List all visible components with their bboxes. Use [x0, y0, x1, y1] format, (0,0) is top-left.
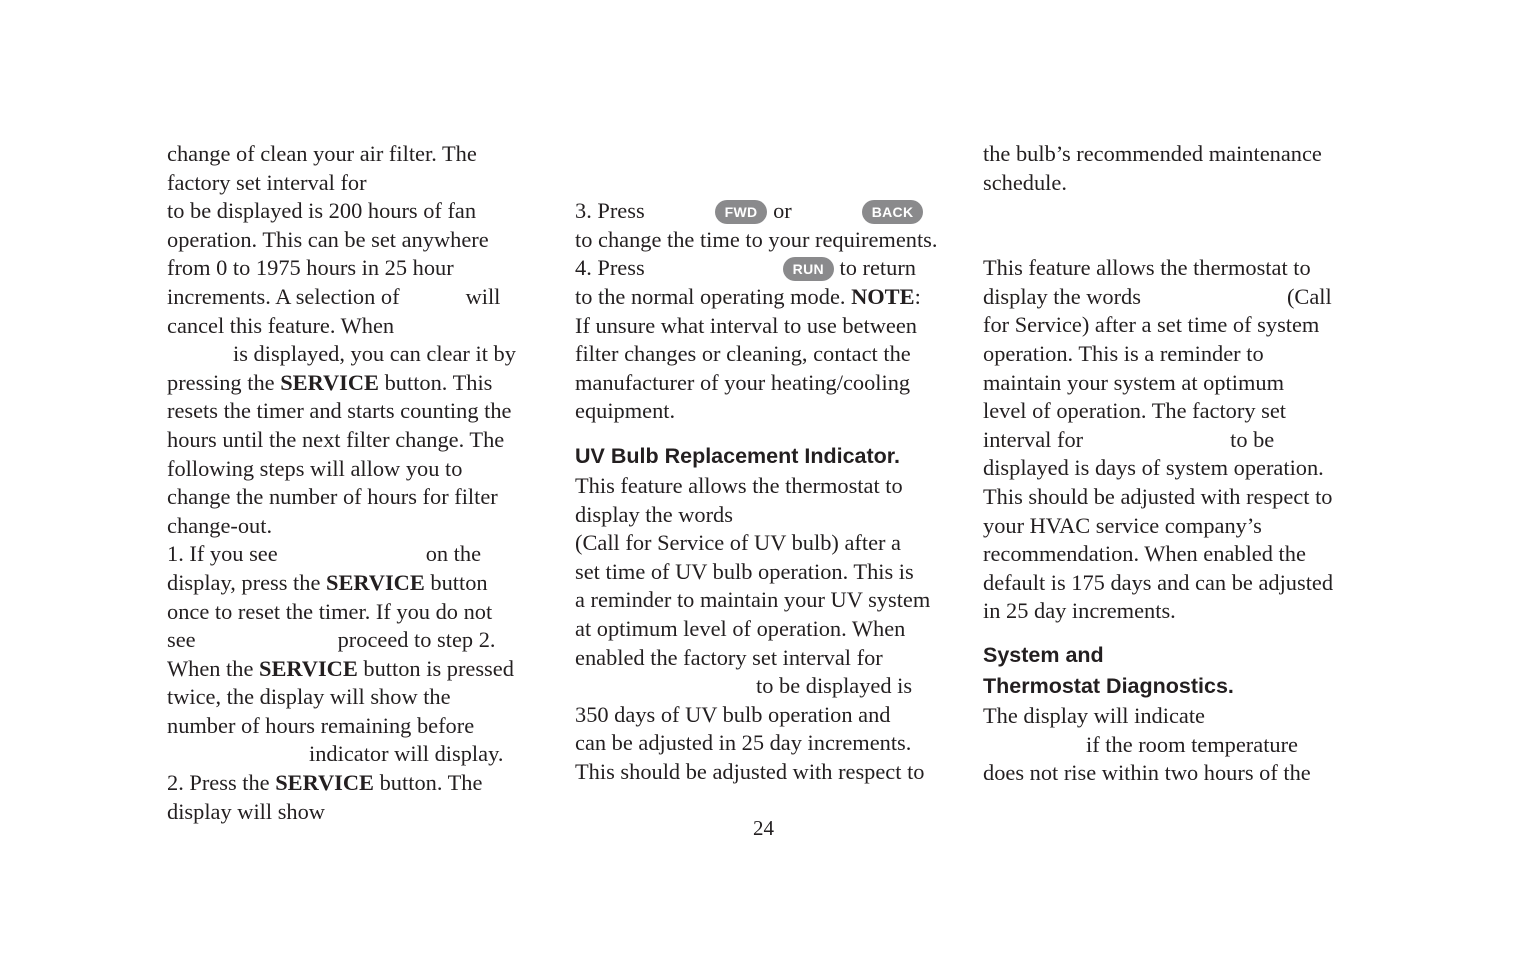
text-fragment: 3. Press: [575, 198, 645, 224]
text-line: [167, 569, 552, 598]
text-line: level of operation. The factory set: [983, 398, 1286, 424]
text-line: operation. This can be set anywhere: [167, 226, 489, 252]
column-left: [167, 140, 552, 826]
text-line: [167, 369, 552, 398]
text-line: to change the time to your requirements.: [575, 226, 938, 252]
text-line: This should be adjusted with respect to: [983, 483, 1333, 509]
text-line: schedule.: [983, 169, 1067, 195]
text-line: (Call for Service of UV bulb) after a: [575, 530, 901, 556]
text-line: [983, 731, 1368, 760]
text-fragment: display the words: [983, 283, 1141, 309]
text-fragment: (Call: [1286, 283, 1332, 309]
text-line: operation. This is a reminder to: [983, 340, 1264, 366]
text-line: enabled the factory set interval for: [575, 644, 883, 670]
text-line: [167, 626, 552, 655]
text-line: This feature allows the thermostat to: [983, 255, 1311, 281]
text-fragment: display, press the: [167, 569, 321, 595]
text-line: default is 175 days and can be adjusted: [983, 569, 1334, 595]
text-fragment: pressing the: [167, 369, 275, 395]
text-line: display the words: [575, 501, 733, 527]
text-fragment: on the: [425, 541, 482, 567]
blank-line: [575, 140, 960, 169]
text-fragment: When the: [167, 655, 254, 681]
text-fragment: interval for: [983, 426, 1084, 452]
text-line: filter changes or cleaning, contact the: [575, 341, 911, 367]
text-line: cancel this feature. When: [167, 312, 395, 338]
text-line: displayed is days of system operation.: [983, 455, 1324, 481]
text-line: recommendation. When enabled the: [983, 541, 1306, 567]
text-fragment: button. This: [384, 369, 493, 395]
text-fragment: to be: [1230, 426, 1275, 452]
column-right: [983, 140, 1368, 788]
text-line: [167, 740, 552, 769]
back-button-icon: BACK: [862, 200, 924, 224]
text-line: once to reset the timer. If you do not: [167, 598, 493, 624]
text-line: [575, 197, 960, 226]
text-line: [167, 283, 552, 312]
text-line: the bulb’s recommended maintenance: [983, 141, 1322, 166]
text-line: a reminder to maintain your UV system: [575, 587, 931, 613]
text-line: This feature allows the thermostat to: [575, 472, 903, 498]
spacer: [983, 197, 1368, 254]
spacer: [575, 426, 960, 441]
text-line: can be adjusted in 25 day increments.: [575, 730, 912, 756]
text-line: [575, 254, 960, 283]
text-line: display will show: [167, 798, 325, 824]
text-line: equipment.: [575, 398, 676, 424]
text-line: [983, 283, 1368, 312]
text-line: following steps will allow you to: [167, 455, 463, 481]
text-fragment: to the normal operating mode.: [575, 283, 846, 309]
text-fragment: button: [430, 569, 488, 595]
text-line: [167, 769, 552, 798]
text-line: resets the timer and starts counting the: [167, 398, 512, 424]
text-fragment: if the room temperature: [1086, 731, 1299, 757]
text-line: hours until the next filter change. The: [167, 426, 505, 452]
text-line: in 25 day increments.: [983, 598, 1176, 624]
text-line: twice, the display will show the: [167, 684, 451, 710]
text-line: [575, 672, 960, 701]
text-line: manufacturer of your heating/cooling: [575, 369, 911, 395]
text-fragment: proceed to step 2.: [337, 627, 496, 653]
fwd-button-icon: FWD: [715, 200, 768, 224]
text-line: 350 days of UV bulb operation and: [575, 701, 891, 727]
text-line: [167, 655, 552, 684]
page-number: 24: [753, 816, 774, 840]
column-middle: [575, 140, 960, 786]
text-line: for Service) after a set time of system: [983, 312, 1320, 338]
section-heading-system: System and: [983, 642, 1104, 667]
text-fragment: increments. A selection of: [167, 283, 400, 309]
text-fragment: to return: [839, 255, 916, 281]
note-keyword: NOTE: [851, 283, 915, 309]
service-keyword: SERVICE: [280, 369, 379, 395]
text-line: change-out.: [167, 512, 273, 538]
text-line: at optimum level of operation. When: [575, 615, 906, 641]
spacer: [983, 626, 1368, 640]
text-fragment: to be displayed is: [756, 673, 913, 699]
text-fragment: button is pressed: [363, 655, 514, 681]
text-line: factory set interval for: [167, 169, 367, 195]
service-keyword: SERVICE: [259, 655, 358, 681]
text-line: change of clean your air filter. The: [167, 141, 477, 166]
text-line: from 0 to 1975 hours in 25 hour: [167, 255, 454, 281]
text-line: number of hours remaining before: [167, 712, 475, 738]
service-keyword: SERVICE: [326, 569, 425, 595]
text-fragment: indicator will display.: [309, 741, 504, 767]
text-line: to be displayed is 200 hours of fan: [167, 198, 477, 224]
text-fragment: button. The: [379, 770, 483, 796]
text-fragment: :: [914, 283, 921, 309]
text-fragment: see: [167, 627, 196, 653]
text-line: The display will indicate: [983, 702, 1205, 728]
text-line: [575, 283, 960, 312]
text-line: set time of UV bulb operation. This is: [575, 558, 914, 584]
text-line: maintain your system at optimum: [983, 369, 1284, 395]
text-line: If unsure what interval to use between: [575, 312, 917, 338]
text-fragment: is displayed, you can clear it by: [233, 341, 516, 367]
text-fragment: will: [465, 283, 501, 309]
service-keyword: SERVICE: [275, 770, 374, 796]
section-heading-diagnostics: Thermostat Diagnostics.: [983, 673, 1234, 698]
text-line: This should be adjusted with respect to: [575, 758, 925, 784]
blank-line: [575, 169, 960, 198]
text-fragment: 1. If you see: [167, 541, 278, 567]
run-button-icon: RUN: [783, 257, 834, 281]
text-line: [983, 426, 1368, 455]
text-line: [167, 540, 552, 569]
text-fragment: 4. Press: [575, 255, 645, 281]
text-line: [167, 340, 552, 369]
section-heading-uv-bulb: UV Bulb Replacement Indicator.: [575, 443, 900, 468]
text-line: does not rise within two hours of the: [983, 760, 1311, 786]
text-fragment: 2. Press the: [167, 770, 270, 796]
text-line: your HVAC service company’s: [983, 512, 1262, 538]
text-fragment: or: [773, 198, 792, 224]
text-line: change the number of hours for filter: [167, 484, 498, 510]
